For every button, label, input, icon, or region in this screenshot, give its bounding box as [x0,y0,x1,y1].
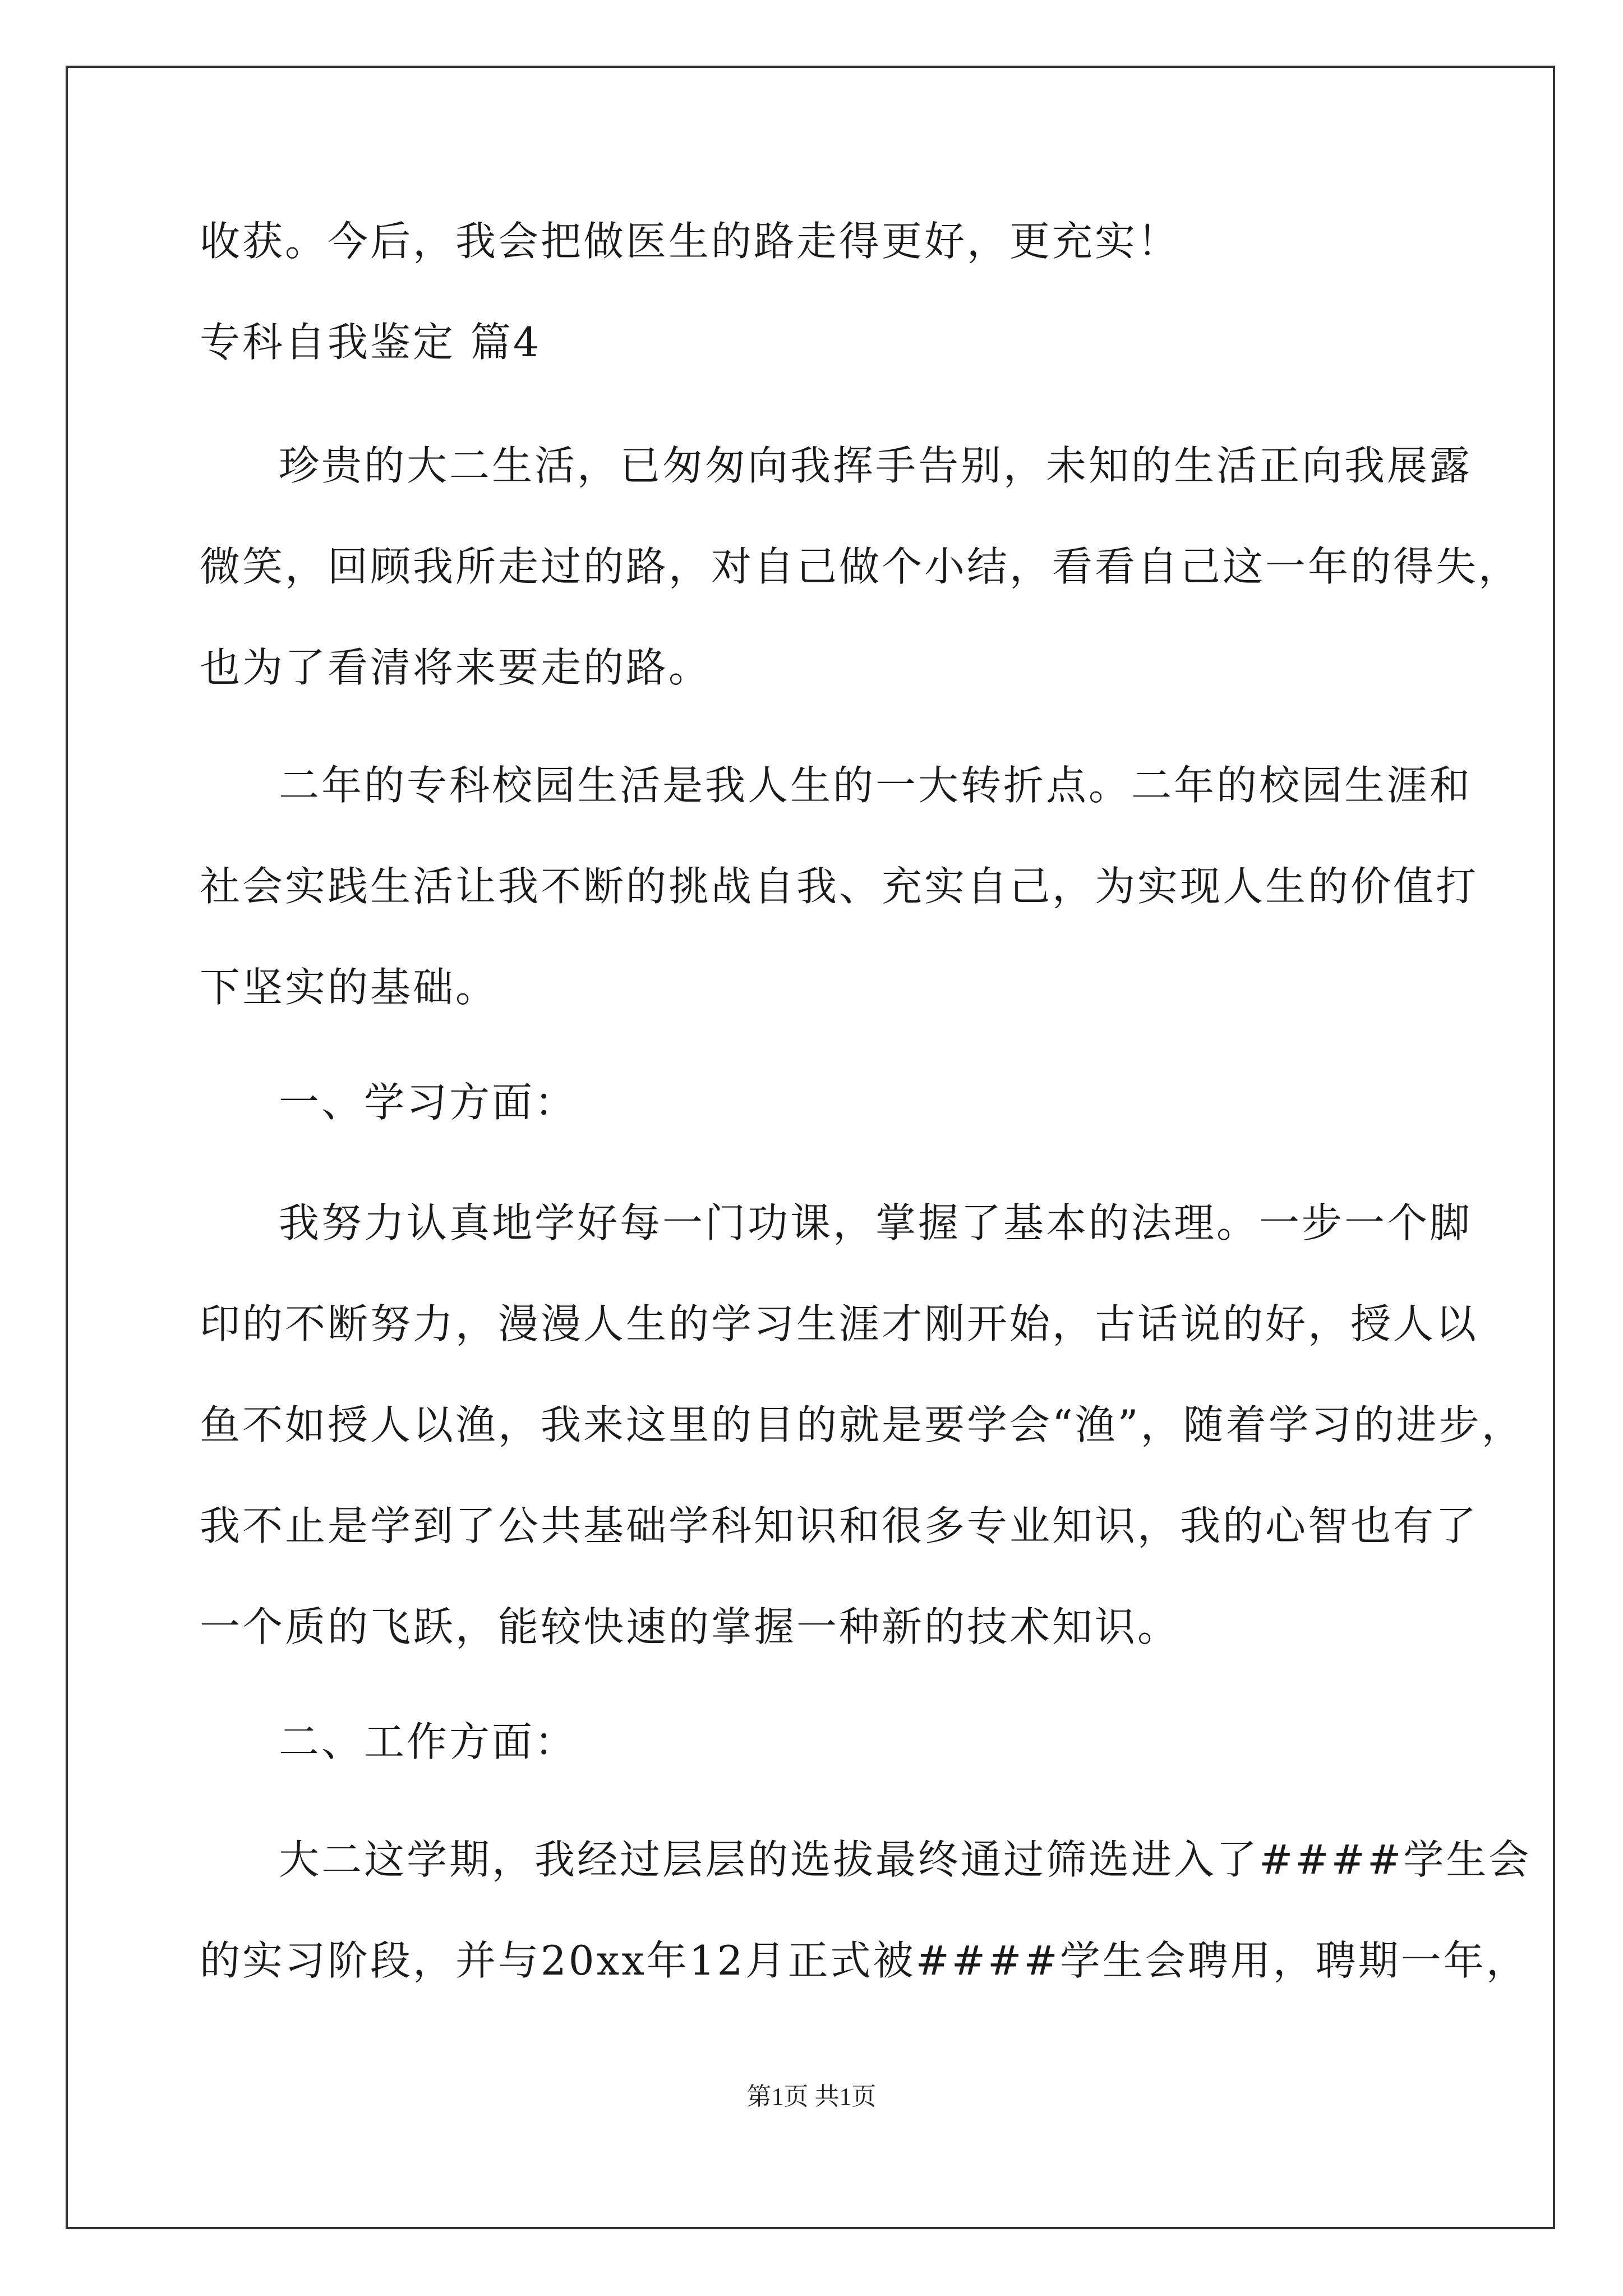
page-number-footer: 第1页 共1页 [746,2083,877,2110]
subheading: 一、学习方面： [279,1079,578,1126]
paragraph-line: 我不止是学到了公共基础学科知识和很多专业知识，我的心智也有了 [200,1502,1479,1549]
paragraph-line: 微笑，回顾我所走过的路，对自己做个小结，看看自己这一年的得失， [200,543,1521,590]
paragraph-line: 我努力认真地学好每一门功课，掌握了基本的法理。一步一个脚 [279,1199,1473,1246]
text-line: 收获。今后，我会把做医生的路走得更好，更充实！ [200,218,1181,265]
paragraph-line: 二年的专科校园生活是我人生的一大转折点。二年的校园生涯和 [279,762,1473,809]
paragraph-line: 印的不断努力，漫漫人生的学习生涯才刚开始，古话说的好，授人以 [200,1300,1479,1347]
paragraph-line: 大二这学期，我经过层层的选拔最终通过筛选进入了####学生会 [279,1836,1532,1883]
subheading: 二、工作方面： [279,1718,578,1765]
paragraph-line: 也为了看清将来要走的路。 [200,644,712,691]
paragraph-line: 的实习阶段，并与20xx年12月正式被####学生会聘用，聘期一年， [200,1937,1529,1984]
paragraph-line: 鱼不如授人以渔，我来这里的目的就是要学会“渔”，随着学习的进步， [200,1401,1524,1448]
paragraph-line: 社会实践生活让我不断的挑战自我、充实自己，为实现人生的价值打 [200,863,1479,910]
paragraph-line: 珍贵的大二生活，已匆匆向我挥手告别，未知的生活正向我展露 [279,442,1473,489]
section-heading: 专科自我鉴定 篇4 [200,319,541,366]
page-border [66,66,1555,2229]
paragraph-line: 下坚实的基础。 [200,964,499,1011]
paragraph-line: 一个质的飞跃，能较快速的掌握一种新的技术知识。 [200,1603,1181,1650]
